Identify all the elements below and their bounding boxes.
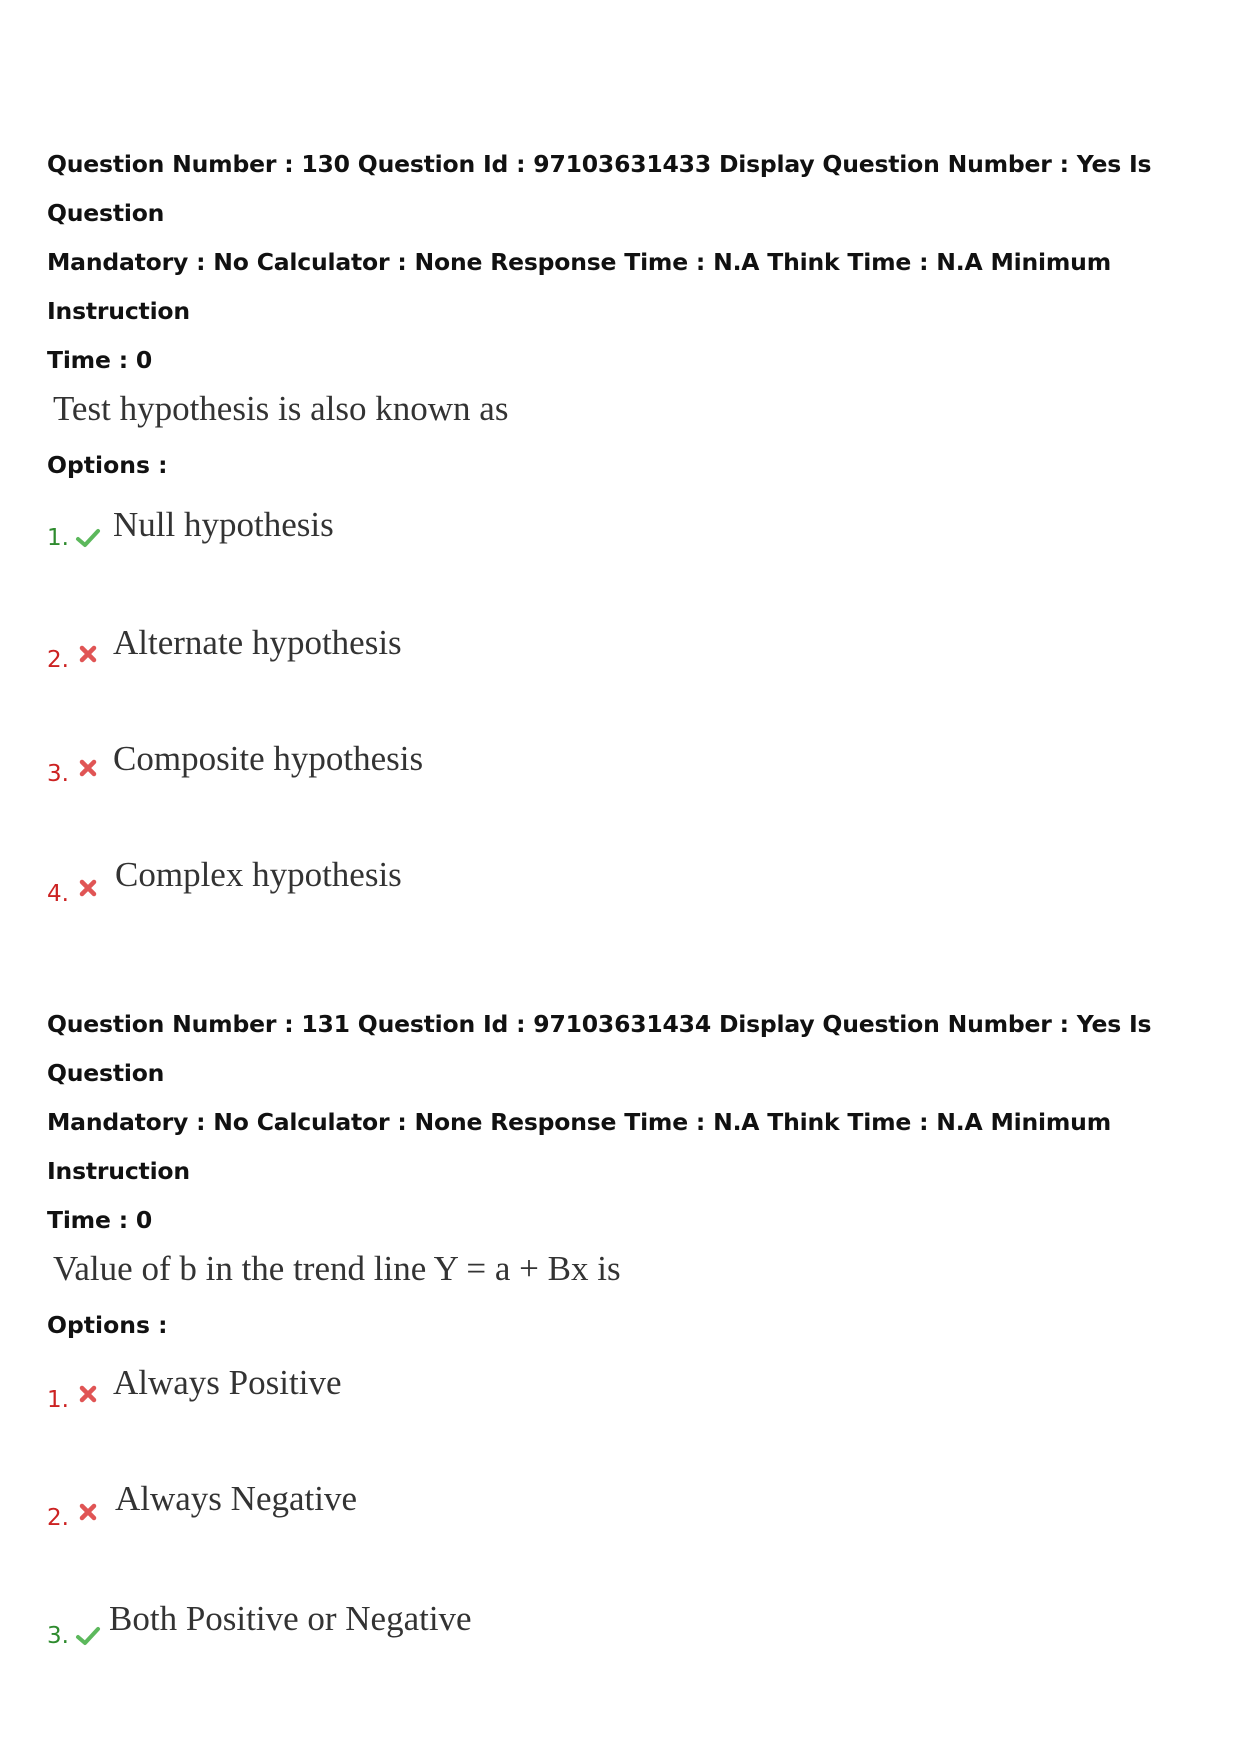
option-text: Null hypothesis [113,505,334,544]
options-list [47,505,1207,983]
option-number: 3. [47,761,69,787]
option-text: Always Positive [113,1363,342,1402]
option-item [47,855,1207,983]
options-list [47,1363,1207,1725]
question-meta-line-1: Question Number : 131 Question Id : 97103631434 Display Question Number : Yes Is Question [47,1010,1152,1087]
option-text: Composite hypothesis [113,739,424,778]
cross-icon [75,1499,101,1525]
question-meta-line-3: Time : 0 [47,346,153,374]
question-130 [47,140,1207,983]
options-label: Options : [47,1311,168,1339]
check-icon [75,525,101,551]
question-131 [47,1000,1207,1725]
option-number: 1. [47,525,69,551]
option-text: Complex hypothesis [115,855,402,894]
option-text: Always Negative [115,1479,358,1518]
option-text: Both Positive or Negative [109,1599,472,1638]
cross-icon [75,1381,101,1407]
option-item [47,1599,1207,1725]
option-number: 1. [47,1387,69,1413]
option-item [47,1479,1207,1607]
options-label: Options : [47,451,168,479]
question-meta-line-2: Mandatory : No Calculator : None Response Time : N.A Think Time : N.A Minimum Instruction [47,248,1111,325]
question-meta-line-1: Question Number : 130 Question Id : 97103631433 Display Question Number : Yes Is Question [47,150,1152,227]
option-text: Alternate hypothesis [113,623,402,662]
option-item [47,1363,1207,1489]
cross-icon [75,755,101,781]
question-meta-line-3: Time : 0 [47,1206,153,1234]
question-text: Value of b in the trend line Y = a + Bx is [53,1249,621,1288]
option-number: 2. [47,1505,69,1531]
question-meta-line-2: Mandatory : No Calculator : None Response Time : N.A Think Time : N.A Minimum Instruction [47,1108,1111,1185]
check-icon [75,1623,101,1649]
option-item [47,739,1207,865]
cross-icon [75,641,101,667]
question-text: Test hypothesis is also known as [53,389,509,428]
option-number: 2. [47,647,69,673]
option-item [47,505,1207,629]
option-number: 4. [47,881,69,907]
page [47,140,1207,1649]
option-number: 3. [47,1623,69,1649]
option-item [47,623,1207,747]
cross-icon [75,875,101,901]
